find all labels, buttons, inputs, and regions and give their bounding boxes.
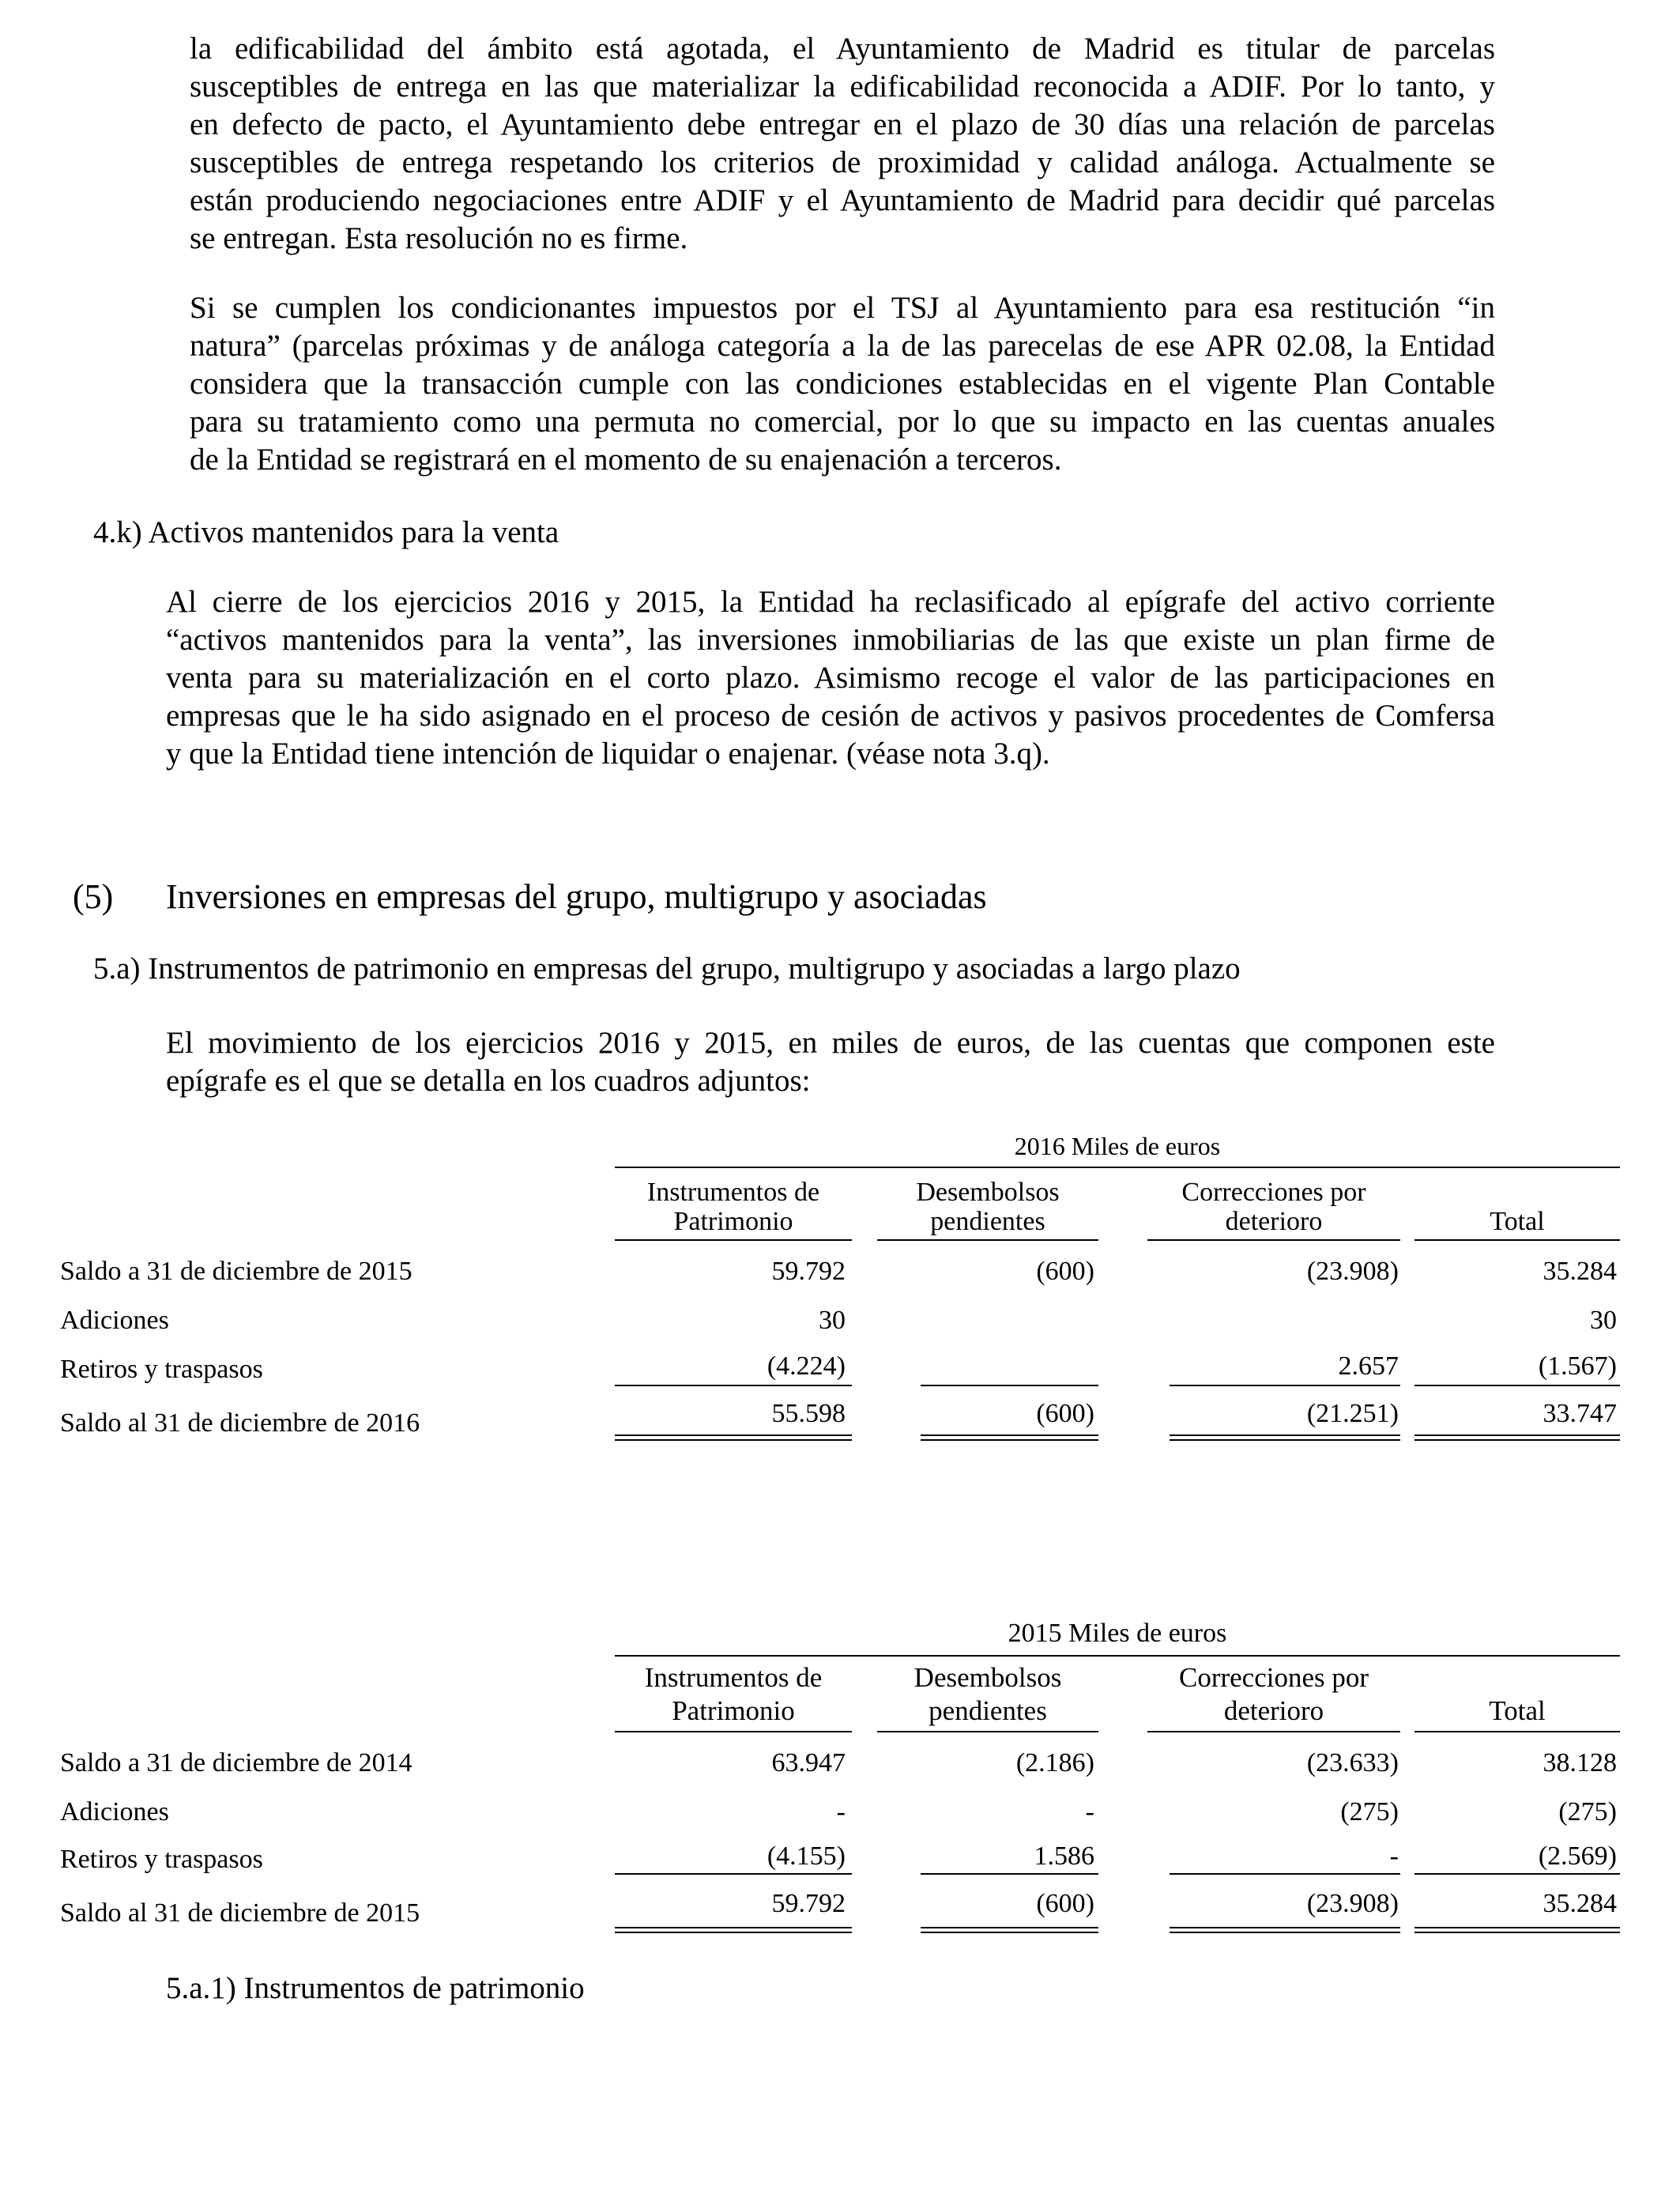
cell-value: (600) <box>1036 1257 1094 1286</box>
header-rule <box>1147 1731 1400 1732</box>
column-header-total: Total <box>1490 1207 1545 1236</box>
cell-value: 33.747 <box>1543 1399 1617 1428</box>
cell-value: 35.284 <box>1543 1257 1617 1286</box>
header-rule <box>1414 1731 1620 1732</box>
text-line: considera que la transacción cumple con las condiciones establecidas en el vigente Plan Contable <box>190 367 1495 401</box>
text-line: El movimiento de los ejercicios 2016 y 2015, en miles de euros, de las cuentas que componen este <box>166 1026 1495 1060</box>
cell-value: 63.947 <box>771 1748 846 1777</box>
paragraph-edificabilidad <box>190 30 1495 258</box>
total-double-rule <box>615 1927 852 1933</box>
text-line: en defecto de pacto, el Ayuntamiento debe entregar en el plazo de 30 días una relación de parcelas <box>190 107 1495 141</box>
paragraph-movimiento <box>166 1024 1495 1100</box>
cell-value: - <box>836 1797 846 1826</box>
header-rule <box>877 1731 1098 1732</box>
subtotal-rule <box>921 1385 1098 1386</box>
subtotal-rule <box>1170 1873 1400 1875</box>
text-line: “activos mantenidos para la venta”, las inversiones inmobiliarias de las que existe un plan firme de <box>166 623 1495 657</box>
cell-value: 1.586 <box>1034 1842 1094 1871</box>
text-line: y que la Entidad tiene intención de liquidar o enajenar. (véase nota 3.q). <box>166 737 1050 771</box>
row-label: Retiros y traspasos <box>60 1355 263 1384</box>
total-double-rule <box>1170 1927 1400 1933</box>
cell-value: (1.567) <box>1538 1351 1617 1381</box>
text-line: venta para su materialización en el corto plazo. Asimismo recoge el valor de las participaciones en <box>166 661 1495 695</box>
text-line: susceptibles de entrega en las que materializar la edificabilidad reconocida a ADIF. Por lo tanto, y <box>190 70 1495 104</box>
total-double-rule <box>1414 1434 1620 1441</box>
row-label: Saldo al 31 de diciembre de 2015 <box>60 1898 420 1928</box>
cell-value: 59.792 <box>771 1889 846 1918</box>
table-2016 <box>0 1130 1680 1462</box>
caption-rule <box>615 1167 1620 1168</box>
column-header-instrumentos: Instrumentos de Patrimonio <box>644 1662 823 1726</box>
text-line: están produciendo negociaciones entre ADIF y el Ayuntamiento de Madrid para decidir qué parcelas <box>190 183 1495 217</box>
header-rule <box>615 1731 852 1732</box>
column-header-instrumentos: Instrumentos de Patrimonio <box>646 1178 820 1236</box>
cell-value: (2.186) <box>1015 1748 1094 1777</box>
text-line: Si se cumplen los condicionantes impuestos por el TSJ al Ayuntamiento para esa restitución “in <box>190 291 1495 325</box>
text-line: para su tratamiento como una permuta no comercial, por lo que su impacto en las cuentas anuales <box>190 405 1495 439</box>
column-header-correcciones: Correcciones por deterioro <box>1178 1662 1369 1726</box>
column-header-desembolsos: Desembolsos pendientes <box>916 1178 1060 1236</box>
cell-value: (275) <box>1340 1797 1399 1826</box>
cell-value: (600) <box>1036 1399 1094 1428</box>
table-caption: 2016 Miles de euros <box>1014 1132 1221 1160</box>
cell-value: (23.633) <box>1306 1748 1399 1777</box>
cell-value: 30 <box>819 1306 846 1335</box>
cell-value: (21.251) <box>1306 1399 1399 1428</box>
cell-value: 55.598 <box>771 1399 846 1428</box>
cell-value: (23.908) <box>1306 1257 1399 1286</box>
header-rule <box>615 1239 852 1241</box>
text-line: se entregan. Esta resolución no es firme. <box>190 221 688 255</box>
header-rule <box>1414 1239 1620 1241</box>
total-double-rule <box>1170 1434 1400 1441</box>
cell-value: (2.569) <box>1538 1842 1617 1871</box>
text-line: empresas que le ha sido asignado en el proceso de cesión de activos y pasivos procedentes de Comfersa <box>166 699 1495 733</box>
cell-value: - <box>1389 1842 1399 1871</box>
table-2015 <box>0 1619 1680 1951</box>
section-heading-5a1: 5.a.1) Instrumentos de patrimonio <box>166 1971 585 2005</box>
cell-value: (23.908) <box>1306 1889 1399 1918</box>
cell-value: (275) <box>1558 1797 1617 1826</box>
text-line: la edificabilidad del ámbito está agotada, el Ayuntamiento de Madrid es titular de parcelas <box>190 32 1495 66</box>
section-heading-4k: 4.k) Activos mantenidos para la venta <box>93 515 559 549</box>
subtotal-rule <box>1414 1385 1620 1386</box>
cell-value: (4.224) <box>767 1351 846 1381</box>
header-rule <box>877 1239 1098 1241</box>
cell-value: (4.155) <box>767 1842 846 1871</box>
row-label: Adiciones <box>60 1306 169 1335</box>
table-caption: 2015 Miles de euros <box>1008 1619 1227 1648</box>
cell-value: 59.792 <box>771 1257 846 1286</box>
cell-value: 30 <box>1590 1306 1617 1335</box>
cell-value: (600) <box>1036 1889 1094 1918</box>
paragraph-activos-venta <box>166 583 1495 773</box>
cell-value: - <box>1085 1797 1094 1826</box>
cell-value: 38.128 <box>1543 1748 1617 1777</box>
text-line: de la Entidad se registrará en el momento de su enajenación a terceros. <box>190 443 1062 477</box>
text-line: natura” (parcelas próximas y de análoga categoría a la de las parecelas de ese APR 02.08, la Entidad <box>190 329 1495 363</box>
text-line: epígrafe es el que se detalla en los cuadros adjuntos: <box>166 1064 811 1098</box>
subtotal-rule <box>1170 1385 1400 1386</box>
row-label: Saldo a 31 de diciembre de 2015 <box>60 1257 412 1286</box>
cell-value: 35.284 <box>1543 1889 1617 1918</box>
row-label: Saldo a 31 de diciembre de 2014 <box>60 1748 412 1777</box>
total-double-rule <box>1414 1927 1620 1933</box>
subtotal-rule <box>615 1385 852 1386</box>
header-rule <box>1147 1239 1400 1241</box>
section-heading-5 <box>0 876 1680 923</box>
total-double-rule <box>921 1434 1098 1441</box>
column-header-total: Total <box>1489 1695 1546 1726</box>
cell-value: 2.657 <box>1338 1351 1399 1381</box>
subtotal-rule <box>615 1873 852 1875</box>
section-title: Inversiones en empresas del grupo, multigrupo y asociadas <box>166 877 987 916</box>
column-header-correcciones: Correcciones por deterioro <box>1181 1178 1366 1236</box>
row-label: Saldo al 31 de diciembre de 2016 <box>60 1408 420 1438</box>
caption-rule <box>615 1655 1620 1657</box>
total-double-rule <box>615 1434 852 1441</box>
row-label: Adiciones <box>60 1797 169 1826</box>
subtotal-rule <box>921 1873 1098 1875</box>
text-line: Al cierre de los ejercicios 2016 y 2015, la Entidad ha reclasificado al epígrafe del activo corriente <box>166 585 1495 619</box>
text-line: susceptibles de entrega respetando los criterios de proximidad y calidad análoga. Actualmente se <box>190 145 1495 179</box>
section-heading-5a: 5.a) Instrumentos de patrimonio en empresas del grupo, multigrupo y asociadas a largo plazo <box>93 952 1241 986</box>
section-number: (5) <box>73 877 114 916</box>
row-label: Retiros y traspasos <box>60 1845 263 1874</box>
total-double-rule <box>921 1927 1098 1933</box>
subtotal-rule <box>1414 1873 1620 1875</box>
paragraph-permuta <box>190 289 1495 479</box>
column-header-desembolsos: Desembolsos pendientes <box>913 1662 1062 1726</box>
